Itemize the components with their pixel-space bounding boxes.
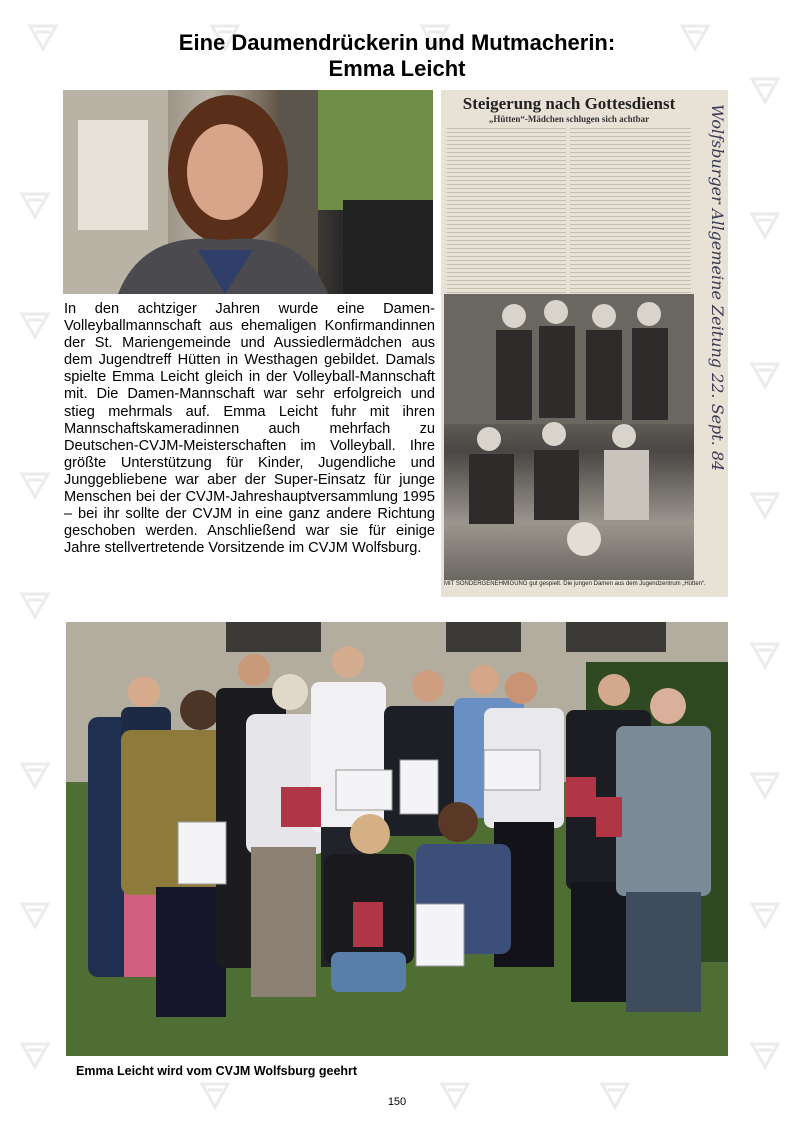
watermark-logo-icon: [20, 470, 50, 500]
clipping-team-photo: [444, 294, 694, 580]
watermark-logo-icon: [20, 900, 50, 930]
watermark-logo-icon: [750, 770, 780, 800]
page-title: [100, 30, 694, 82]
watermark-logo-icon: [20, 590, 50, 620]
watermark-logo-icon: [20, 310, 50, 340]
group-image: [66, 622, 728, 1056]
watermark-logo-icon: [20, 760, 50, 790]
portrait-image: [63, 90, 433, 294]
title-line-1: Eine Daumendrückerin und Mutmacherin:: [178, 30, 616, 55]
clipping-handwritten-note: Wolfsburger Allgemeine Zeitung 22. Sept. 84: [708, 104, 727, 472]
clipping-headline: Steigerung nach Gottesdienst: [462, 94, 676, 113]
page-number: 150: [387, 1096, 407, 1108]
watermark-logo-icon: [750, 900, 780, 930]
clipping-subheadline: „Hütten“-Mädchen schlugen sich achtbar: [488, 114, 650, 124]
group-photo: [66, 622, 728, 1056]
watermark-logo-icon: [750, 490, 780, 520]
watermark-logo-icon: [750, 1040, 780, 1070]
clipping-photo-caption: MIT SONDERGENEHMIGUNG gut gespielt. Die jungen Damen aus dem Jugendzentrum „Hütten“.: [444, 581, 706, 587]
watermark-logo-icon: [750, 210, 780, 240]
newspaper-clipping: [441, 90, 728, 597]
watermark-logo-icon: [20, 190, 50, 220]
watermark-logo-icon: [20, 1040, 50, 1070]
title-line-2: Emma Leicht: [328, 56, 466, 81]
watermark-logo-icon: [750, 640, 780, 670]
portrait-photo: [63, 90, 433, 294]
watermark-logo-icon: [28, 22, 58, 52]
photo-caption: Emma Leicht wird vom CVJM Wolfsburg geehrt: [76, 1064, 358, 1078]
article-body-text: In den achtziger Jahren wurde eine Damen-Volleyballmannschaft aus ehemaligen Konfirmandinnen der St. Mariengemeinde und Aussiedlermädchen aus dem Jugendtreff Hütten in Westhagen gebildet. Damals spielte Emma Leicht gleich in der Volleyball-Mannschaft mit. Die Damen-Mannschaft war sehr erfolgreich und stieg mehrmals auf. Emma Leicht fuhr mit ihren Mannschaftskameradinnen auch mehrfach zu Deutschen-CVJM-Meisterschaften im Volleyball. Ihre größte Unterstützung für Kinder, Jugendliche und Junggebliebene war aber der Super-Einsatz für junge Menschen bei der CVJM-Jahreshauptversammlung 1995 – bei ihr sollte der CVJM in eine ganz andere Richtung geschoben werden. Anschließend war sie für einige Jahre stellvertretende Vorsitzende im CVJM Wolfsburg.: [64, 301, 435, 557]
watermark-logo-icon: [750, 360, 780, 390]
watermark-logo-icon: [750, 75, 780, 105]
